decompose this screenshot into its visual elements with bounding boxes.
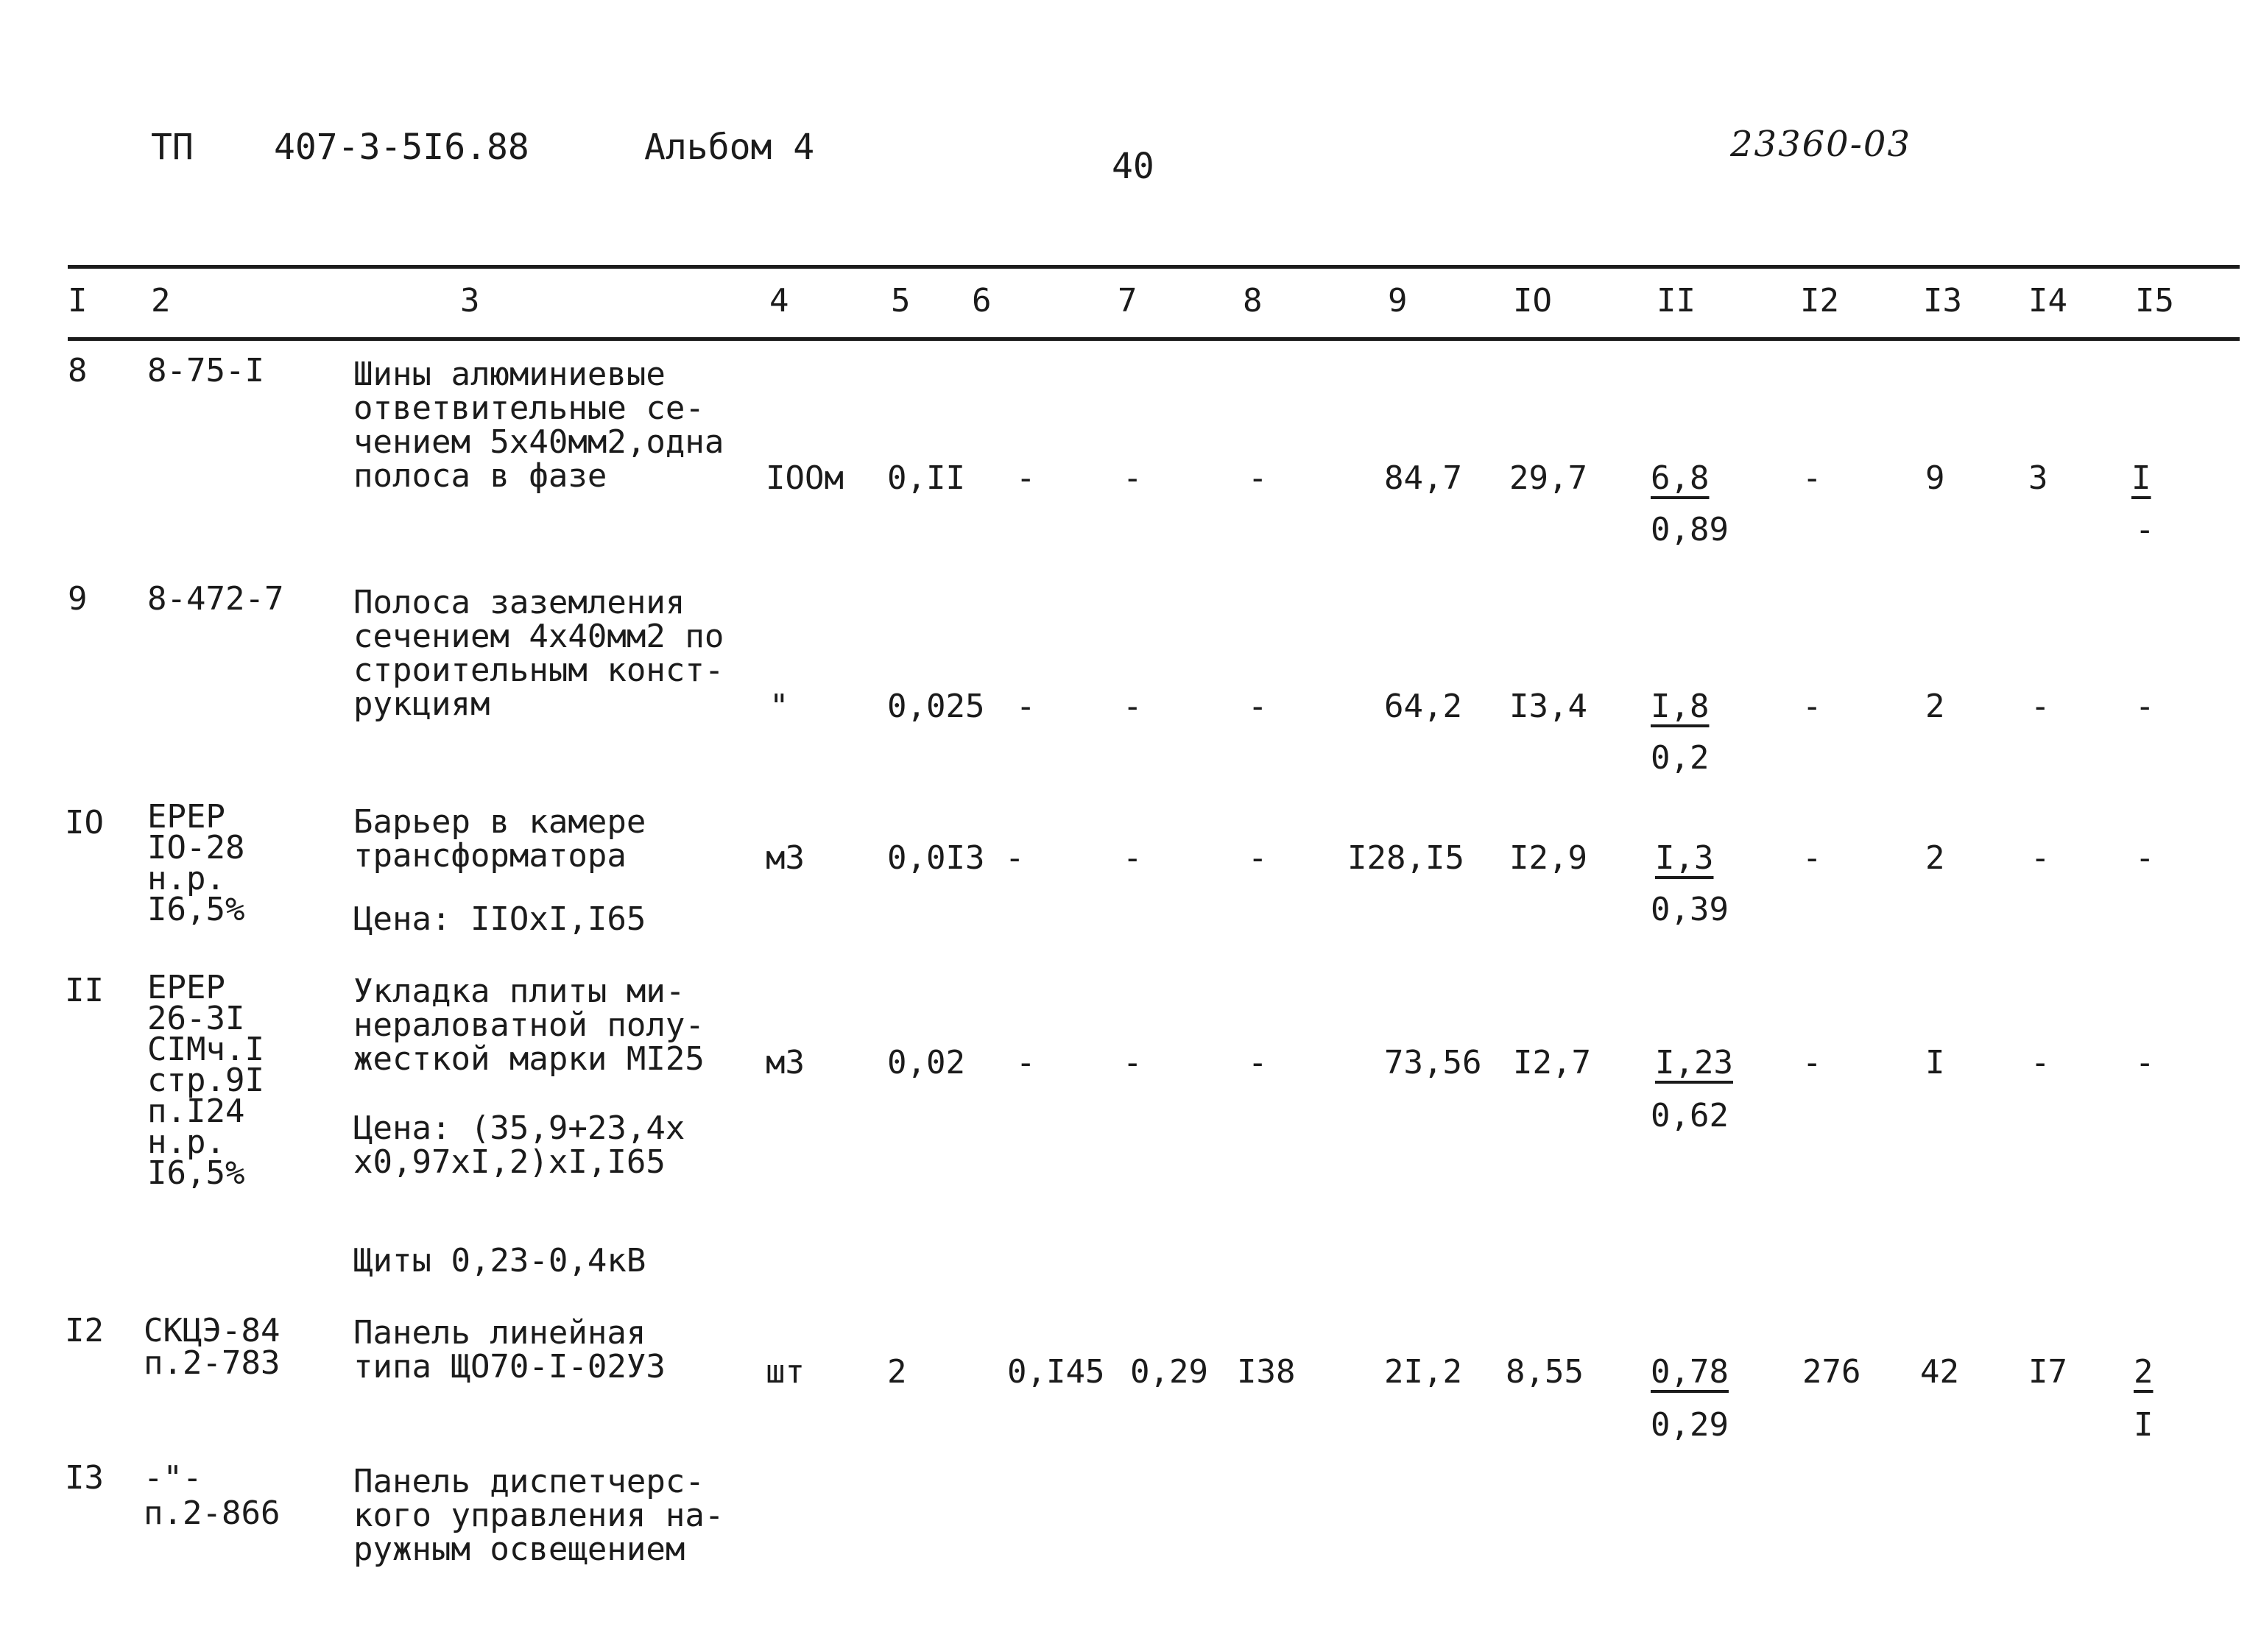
row-description: ответвительные се- — [353, 389, 705, 427]
row-c13: 9 — [1925, 459, 1945, 497]
doc-number: 407-3-5I6.88 — [274, 127, 529, 168]
row-c6: - — [1016, 459, 1036, 497]
row-c7: 0,29 — [1130, 1353, 1208, 1391]
col-header-14: I4 — [2028, 282, 2067, 320]
row-code: п.2-783 — [144, 1344, 281, 1382]
section-heading: Щиты 0,23-0,4кВ — [353, 1242, 646, 1279]
row-code: -"- — [144, 1459, 202, 1497]
row-c7: - — [1123, 839, 1143, 877]
row-description: строительным конст- — [353, 652, 724, 689]
row-c5: 0,II — [887, 459, 965, 497]
row-code: п.2-866 — [144, 1494, 281, 1532]
row-code: IO-28 — [147, 829, 245, 866]
row-unit: IOOм — [766, 459, 844, 497]
row-description: трансформатора — [353, 837, 627, 875]
row-c5: 0,025 — [887, 688, 985, 725]
row-c15: - — [2135, 839, 2155, 877]
row-c6: - — [1005, 839, 1025, 877]
row-c6: - — [1016, 1044, 1036, 1081]
row-c11-top: I,8 — [1651, 688, 1710, 725]
row-c14: - — [2031, 839, 2050, 877]
row-c6: - — [1016, 688, 1036, 725]
row-c11-bottom: 0,29 — [1651, 1406, 1729, 1444]
row-code: ЕРЕР — [147, 969, 225, 1006]
col-header-10: IO — [1513, 282, 1552, 320]
col-header-15: I5 — [2135, 282, 2174, 320]
col-header-12: I2 — [1800, 282, 1839, 320]
row-c5: 0,0I3 — [887, 839, 985, 877]
row-c5: 0,02 — [887, 1044, 965, 1081]
row-c13: 42 — [1920, 1353, 1959, 1391]
row-description: Барьер в камере — [353, 803, 646, 841]
row-unit: м3 — [766, 1044, 805, 1081]
row-c12: - — [1802, 839, 1822, 877]
row-price: Цена: (35,9+23,4х — [353, 1109, 685, 1147]
col-header-11: II — [1657, 282, 1696, 320]
row-number: I3 — [65, 1459, 104, 1497]
row-c15: - — [2135, 688, 2155, 725]
doc-code: ТП — [151, 127, 194, 168]
row-c10: I2,7 — [1513, 1044, 1591, 1081]
col-header-2: 2 — [151, 282, 171, 320]
row-description: полоса в фазе — [353, 457, 607, 495]
row-c15: - — [2135, 1044, 2155, 1081]
col-header-9: 9 — [1388, 282, 1408, 320]
row-unit: " — [769, 688, 789, 725]
row-code: ЕРЕР — [147, 798, 225, 836]
row-c9: 64,2 — [1384, 688, 1462, 725]
row-c11-top: 6,8 — [1651, 459, 1710, 497]
col-header-1: I — [68, 282, 88, 320]
row-c6: 0,I45 — [1007, 1353, 1105, 1391]
row-price: Цена: IIOхI,I65 — [353, 900, 646, 938]
row-c11-bottom: 0,2 — [1651, 739, 1710, 777]
row-c10: I3,4 — [1509, 688, 1587, 725]
row-unit: шт — [766, 1353, 805, 1391]
row-number: IO — [65, 804, 104, 841]
row-unit: м3 — [766, 839, 805, 877]
row-price: х0,97хI,2)хI,I65 — [353, 1143, 666, 1181]
table-top-rule — [68, 265, 2240, 269]
row-description: Панель линейная — [353, 1314, 646, 1352]
row-code: н.р. — [147, 1123, 225, 1161]
row-c9: 84,7 — [1384, 459, 1462, 497]
row-c10: 29,7 — [1509, 459, 1587, 497]
row-c9: 2I,2 — [1384, 1353, 1462, 1391]
row-number: 9 — [68, 580, 88, 618]
row-c12: - — [1802, 1044, 1822, 1081]
col-header-8: 8 — [1243, 282, 1263, 320]
inventory-number: 23360-03 — [1730, 124, 1911, 165]
row-code: 8-472-7 — [147, 580, 284, 618]
row-c9: I28,I5 — [1347, 839, 1464, 877]
row-code: стр.9I — [147, 1062, 264, 1099]
col-header-7: 7 — [1118, 282, 1137, 320]
row-c12: 276 — [1802, 1353, 1861, 1391]
col-header-3: 3 — [460, 282, 480, 320]
row-c11-bottom: 0,89 — [1651, 511, 1729, 548]
row-c10: 8,55 — [1506, 1353, 1584, 1391]
row-c12: - — [1802, 459, 1822, 497]
row-c15-bottom: - — [2135, 511, 2155, 548]
row-description: чением 5х40мм2,одна — [353, 423, 724, 461]
row-c15-bottom: I — [2134, 1406, 2154, 1444]
row-c9: 73,56 — [1384, 1044, 1482, 1081]
row-description: Полоса заземления — [353, 584, 685, 621]
row-c13: 2 — [1925, 688, 1945, 725]
table-header-rule — [68, 337, 2240, 341]
row-description: типа ЩО70-I-02У3 — [353, 1348, 666, 1386]
row-c10: I2,9 — [1509, 839, 1587, 877]
row-code: 8-75-I — [147, 352, 264, 389]
page-number: 40 — [1112, 146, 1154, 187]
row-c8: - — [1248, 1044, 1268, 1081]
row-c13: 2 — [1925, 839, 1945, 877]
row-code: 26-3I — [147, 1000, 245, 1037]
row-c11-bottom: 0,62 — [1651, 1097, 1729, 1134]
album-label: Альбом 4 — [644, 127, 815, 168]
row-description: Укладка плиты ми- — [353, 973, 685, 1010]
row-description: кого управления на- — [353, 1497, 724, 1534]
row-c8: - — [1248, 688, 1268, 725]
row-number: I2 — [65, 1312, 104, 1349]
row-c14: - — [2031, 1044, 2050, 1081]
row-c11-top: 0,78 — [1651, 1353, 1729, 1391]
row-c7: - — [1123, 688, 1143, 725]
row-c14: - — [2031, 688, 2050, 725]
row-c14: 3 — [2028, 459, 2048, 497]
row-c15-top: I — [2131, 459, 2151, 497]
row-description: ружным освещением — [353, 1531, 685, 1568]
row-c14: I7 — [2028, 1353, 2067, 1391]
row-c13: I — [1925, 1044, 1945, 1081]
col-header-13: I3 — [1923, 282, 1962, 320]
row-c11-bottom: 0,39 — [1651, 891, 1729, 928]
col-header-6: 6 — [972, 282, 992, 320]
row-number: II — [65, 972, 104, 1009]
row-c8: - — [1248, 459, 1268, 497]
row-c11-top: I,23 — [1655, 1044, 1733, 1081]
row-code: н.р. — [147, 860, 225, 897]
row-c8: I38 — [1237, 1353, 1296, 1391]
row-code: п.I24 — [147, 1092, 245, 1130]
row-description: рукциям — [353, 685, 490, 723]
row-c5: 2 — [887, 1353, 907, 1391]
row-description: сечением 4х40мм2 по — [353, 618, 724, 655]
col-header-5: 5 — [891, 282, 911, 320]
row-description: жесткой марки МI25 — [353, 1040, 705, 1078]
row-description: Панель диспетчерс- — [353, 1463, 705, 1500]
row-code: I6,5% — [147, 891, 245, 928]
row-c11-top: I,3 — [1655, 839, 1714, 877]
row-c12: - — [1802, 688, 1822, 725]
row-c7: - — [1123, 1044, 1143, 1081]
row-number: 8 — [68, 352, 88, 389]
row-code: I6,5% — [147, 1154, 245, 1192]
row-description: нераловатной полу- — [353, 1006, 705, 1044]
col-header-4: 4 — [769, 282, 789, 320]
row-code: СКЦЭ-84 — [144, 1312, 281, 1349]
row-c8: - — [1248, 839, 1268, 877]
row-c15-top: 2 — [2134, 1353, 2154, 1391]
row-code: СIМч.I — [147, 1031, 264, 1068]
row-description: Шины алюминиевые — [353, 356, 666, 393]
row-c7: - — [1123, 459, 1143, 497]
